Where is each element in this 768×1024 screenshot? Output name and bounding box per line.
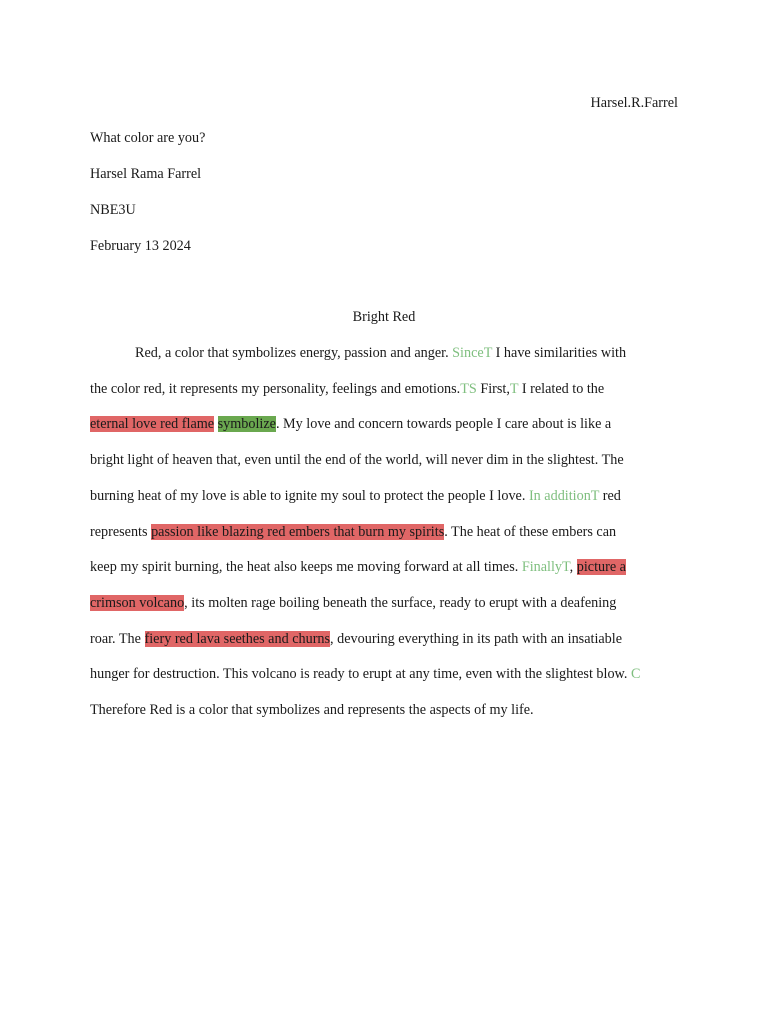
red-highlight: picture a xyxy=(576,559,626,576)
body-text: , devouring everything in its path with an insatiable xyxy=(330,630,623,647)
body-text: . My love and concern towards people I care about is like a xyxy=(275,416,612,433)
green-highlight: symbolize xyxy=(217,416,276,433)
essay-date: February 13 2024 xyxy=(90,238,191,254)
red-highlight: crimson volcano xyxy=(90,594,185,611)
paragraph-line xyxy=(90,415,611,433)
paragraph-line xyxy=(90,630,622,648)
body-text: , its molten rage boiling beneath the surface, ready to erupt with a deafening xyxy=(184,594,617,611)
paragraph-line xyxy=(90,380,604,398)
paragraph-line xyxy=(90,665,640,683)
paragraph-line xyxy=(90,451,624,469)
body-text: I have similarities with xyxy=(492,345,627,361)
body-text: Therefore Red is a color that symbolizes and represents the aspects of my life. xyxy=(90,702,534,718)
paragraph-line xyxy=(135,344,626,362)
paragraph-line xyxy=(90,594,616,612)
body-text: . The heat of these embers can xyxy=(444,523,617,540)
body-text: the color red, it represents my personality, feelings and emotions. xyxy=(90,380,461,397)
body-text: First, xyxy=(476,380,510,397)
annotation-tag: C xyxy=(630,666,641,683)
annotation-tag: T xyxy=(509,380,519,397)
body-text: red xyxy=(599,487,621,504)
body-text: roar. The xyxy=(90,630,145,647)
paragraph-line xyxy=(90,523,616,541)
red-highlight: passion like blazing red embers that burn my spirits xyxy=(151,523,445,540)
body-text: keep my spirit burning, the heat also keeps me moving forward at all times. xyxy=(90,559,522,576)
essay-title: Bright Red xyxy=(352,309,416,325)
annotation-tag: TS xyxy=(460,380,477,397)
paragraph-line xyxy=(90,558,626,576)
running-head: Harsel.R.Farrel xyxy=(590,95,678,111)
body-text: represents xyxy=(90,523,152,540)
annotation-tag: SinceT xyxy=(452,345,493,361)
annotation-tag: In additionT xyxy=(528,487,600,504)
essay-prompt: What color are you? xyxy=(90,130,206,146)
paragraph-line xyxy=(90,701,534,719)
body-text: bright light of heaven that, even until the end of the world, will never dim in the slightest. The xyxy=(90,452,624,469)
paragraph-line xyxy=(90,487,621,505)
body-text: I related to the xyxy=(518,380,605,397)
red-highlight: eternal love red flame xyxy=(90,416,215,433)
body-text: , xyxy=(569,559,577,576)
course-code: NBE3U xyxy=(90,202,136,218)
body-text: burning heat of my love is able to ignite my soul to protect the people I love. xyxy=(90,487,529,504)
body-text: Red, a color that symbolizes energy, passion and anger. xyxy=(135,345,453,361)
body-text: hunger for destruction. This volcano is ready to erupt at any time, even with the slightest blow. xyxy=(90,666,631,683)
author-name: Harsel Rama Farrel xyxy=(90,166,202,182)
red-highlight: fiery red lava seethes and churns xyxy=(144,630,331,647)
annotation-tag: FinallyT xyxy=(521,559,570,576)
